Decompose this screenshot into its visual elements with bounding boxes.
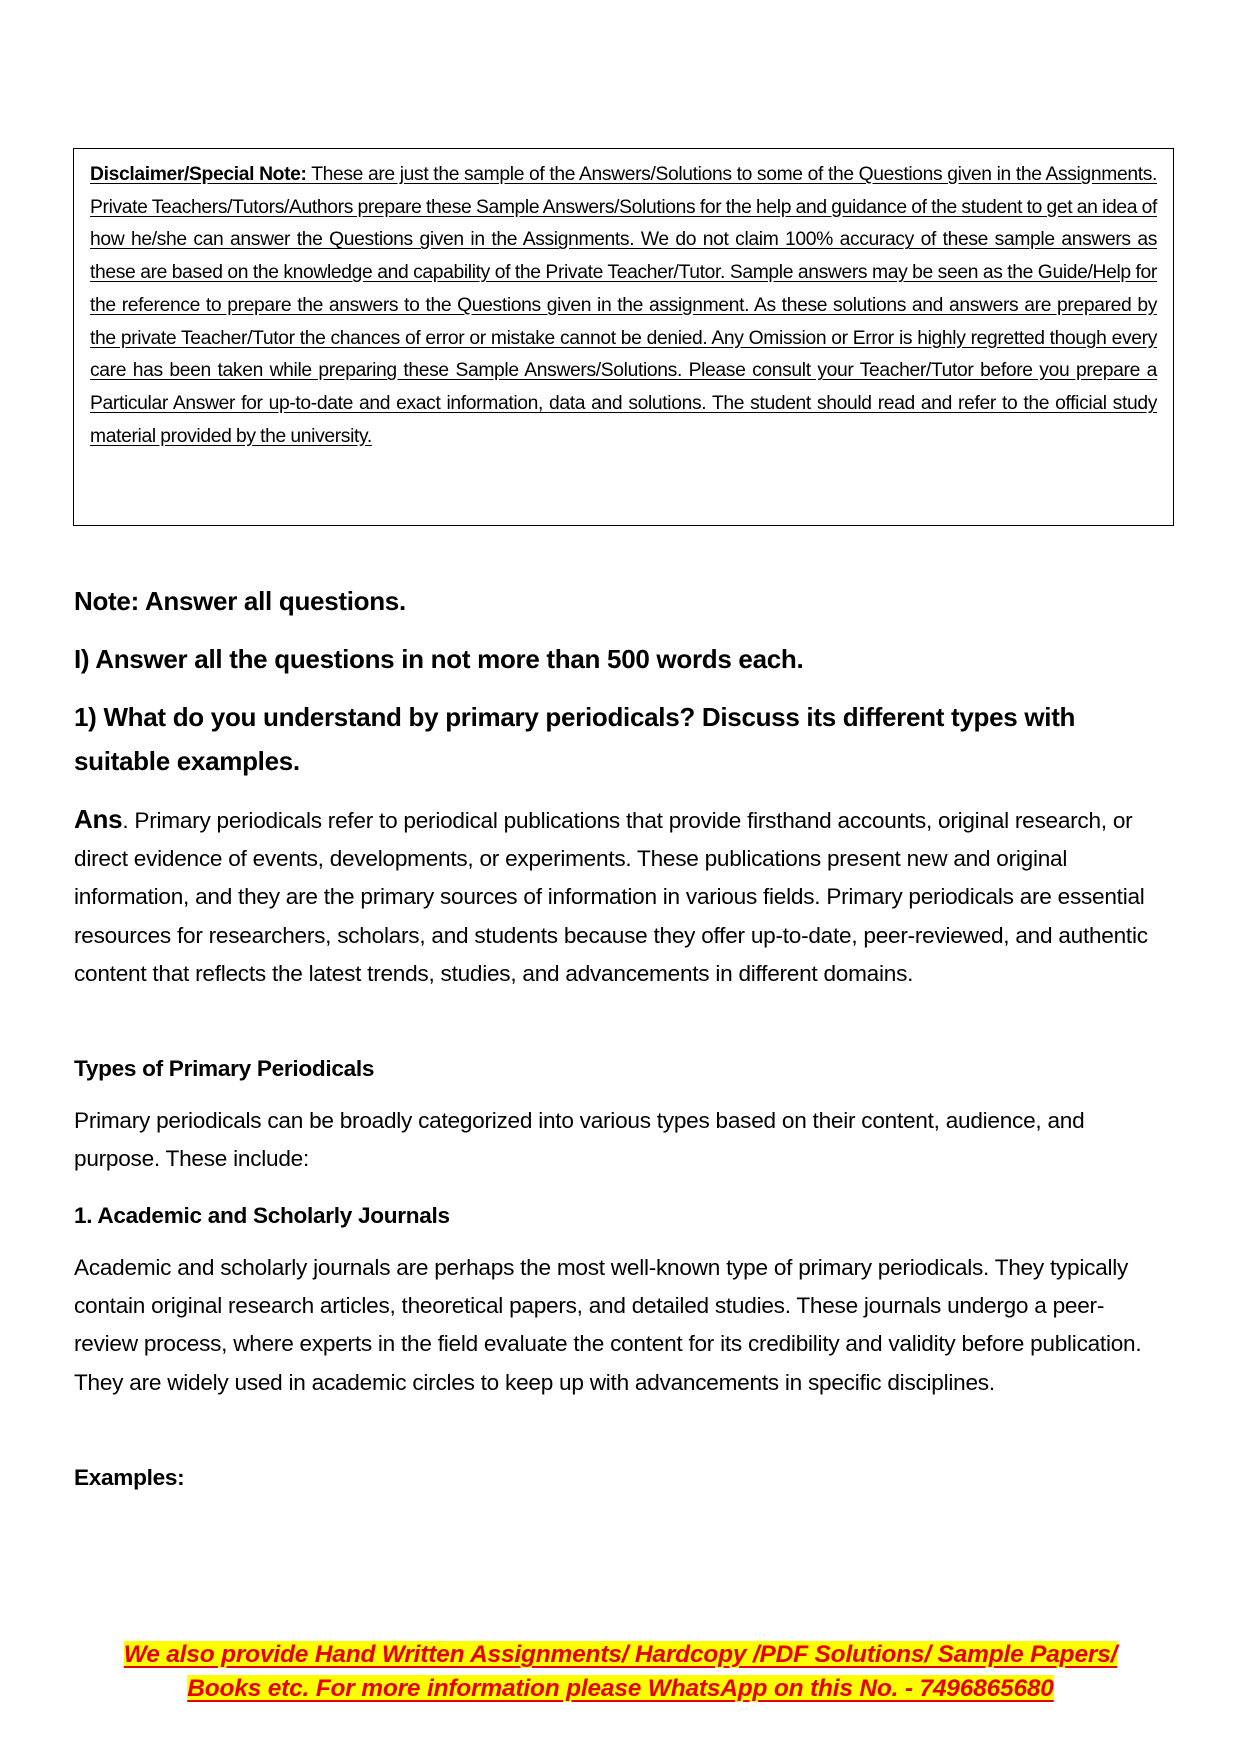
types-heading: Types of Primary Periodicals: [74, 1056, 375, 1081]
footer-line-1: We also provide Hand Written Assignments/ Hardcopy /PDF Solutions/ Sample Papers/: [123, 1641, 1118, 1668]
disclaimer-label: Disclaimer/Special Note:: [90, 164, 307, 185]
examples-heading: Examples:: [74, 1465, 185, 1490]
section-instruction: I) Answer all the questions in not more than 500 words each.: [74, 644, 804, 674]
disclaimer-text: [90, 159, 1157, 453]
answer-intro-text: . Primary periodicals refer to periodical publications that provide firsthand accounts, original research, or direct evidence of events, developments, or experiments. These publications present new and original information, and they are the primary sources of information in various fields. Primary periodicals are essential resources for researchers, scholars, and students because they offer up-to-date, peer-reviewed, and authentic content that reflects the latest trends, studies, and advancements in different domains.: [74, 808, 1148, 986]
types-intro: Primary periodicals can be broadly categorized into various types based on their content, audience, and purpose. These include:: [74, 1108, 1085, 1172]
answer-label: Ans: [74, 804, 123, 834]
question-1: 1) What do you understand by primary periodicals? Discuss its different types with suitable examples.: [74, 702, 1076, 776]
note-heading: Note: Answer all questions.: [74, 586, 406, 616]
type1-text: Academic and scholarly journals are perhaps the most well-known type of primary periodicals. They typically contain original research articles, theoretical papers, and detailed studies. These journals undergo a peer-review process, where experts in the field evaluate the content for its credibility and validity before publication. They are widely used in academic circles to keep up with advancements in specific disciplines.: [74, 1255, 1142, 1395]
type1-heading: 1. Academic and Scholarly Journals: [74, 1203, 450, 1228]
answer-intro: [74, 800, 1154, 993]
footer-promo: [0, 1638, 1241, 1706]
disclaimer-box: [73, 148, 1174, 526]
footer-line-2: Books etc. For more information please WhatsApp on this No. - 7496865680: [187, 1675, 1054, 1702]
disclaimer-body: These are just the sample of the Answers/Solutions to some of the Questions given in the Assignments. Private Teachers/Tutors/Authors prepare these Sample Answers/Solutions for the help and guidance of the student to get an idea of how he/she can answer the Questions given in the Assignments. We do not claim 100% accuracy of these sample answers as these are based on the knowledge and capability of the Private Teacher/Tutor. Sample answers may be seen as the Guide/Help for the reference to prepare the answers to the Questions given in the assignment. As these solutions and answers are prepared by the private Teacher/Tutor the chances of error or mistake cannot be denied. Any Omission or Error is highly regretted though every care has been taken while preparing these Sample Answers/Solutions. Please consult your Teacher/Tutor before you prepare a Particular Answer for up-to-date and exact information, data and solutions. The student should read and refer to the official study material provided by the university.: [90, 164, 1158, 447]
